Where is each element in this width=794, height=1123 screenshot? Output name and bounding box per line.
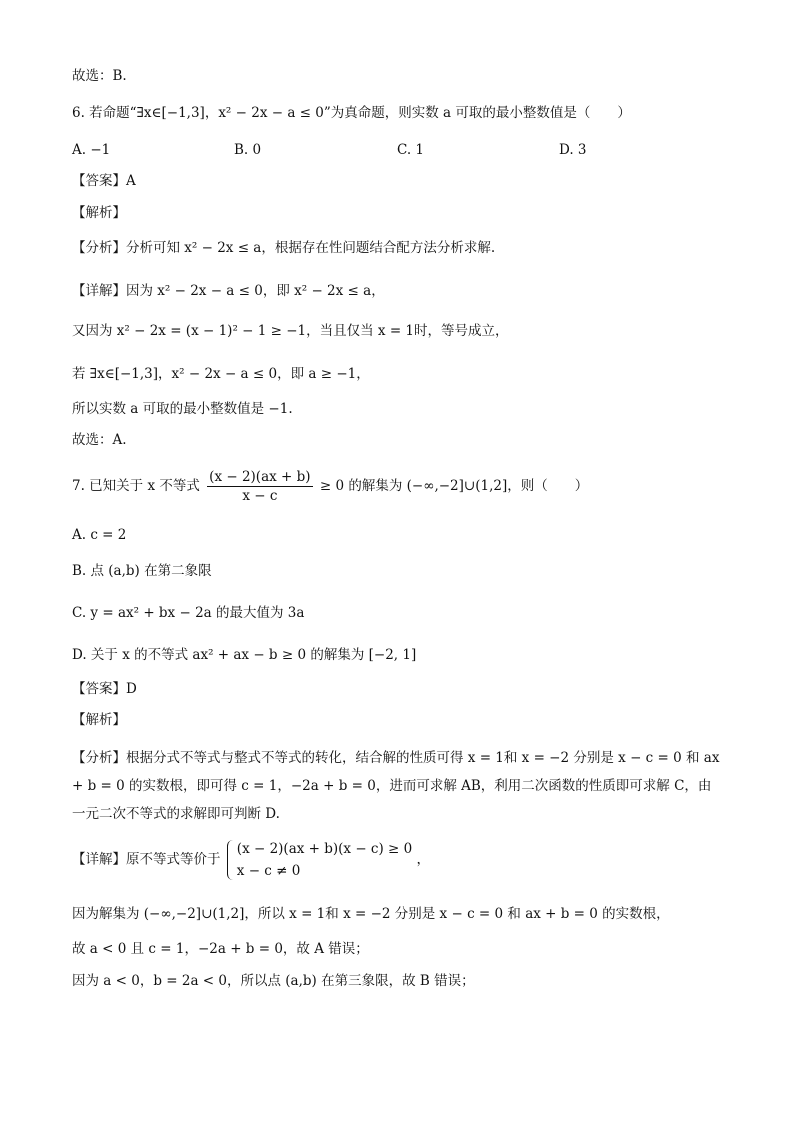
q7-line4: 因为 a < 0，b = 2a < 0，所以点 (a,b) 在第三象限，故 B 错误； [72,973,475,989]
q6-option-d: D. 3 [559,142,587,158]
q7-xiangjie-post: ， [416,851,431,868]
q7-line3: 故 a < 0 且 c = 1，−2a + b = 0，故 A 错误； [72,941,369,957]
q7-line2: 因为解集为 (−∞,−2]∪(1,2]，所以 x = 1和 x = −2 分别是 x − c = 0 和 ax + b = 0 的实数根， [72,906,670,922]
q7-system-row-1: (x − 2)(ax + b)(x − c) ≥ 0 [236,841,413,857]
q7-stem-pre: 7. 已知关于 x 不等式 [72,478,200,494]
q7-analysis-header: 【解析】 [72,712,126,728]
q7-xiangjie-pre: 【详解】原不等式等价于 [72,851,221,868]
prev-select: 故选：B. [72,68,127,84]
q7-system-row-2: x − c ≠ 0 [236,863,301,879]
q6-line3: 若 ∃x∈[−1,3]，x² − 2x − a ≤ 0，即 a ≥ −1， [72,366,370,382]
q7-fraction-denominator: x − c [242,488,278,504]
q7-stem-post: ≥ 0 的解集为 (−∞,−2]∪(1,2]，则（ ） [319,478,589,494]
q7-fraction-numerator: (x − 2)(ax + b) [209,469,311,485]
q6-fenxi: 【分析】分析可知 x² − 2x ≤ a，根据存在性问题结合配方法分析求解. [72,240,496,256]
q7-option-d: D. 关于 x 的不等式 ax² + ax − b ≥ 0 的解集为 [−2, 1] [72,647,417,663]
q6-option-a: A. −1 [72,142,111,158]
q7-answer: 【答案】D [72,681,137,697]
q6-select: 故选：A. [72,432,127,448]
q6-line4: 所以实数 a 可取的最小整数值是 −1. [72,401,293,417]
q7-equation-system [227,838,412,882]
q7-option-b: B. 点 (a,b) 在第二象限 [72,563,212,579]
q6-stem: 6. 若命题“∃x∈[−1,3]，x² − 2x − a ≤ 0”为真命题，则实数 a 可取的最小整数值是（ ） [72,105,631,121]
q6-option-b: B. 0 [234,142,262,158]
q7-xiangjie [72,838,430,882]
q6-answer: 【答案】A [72,173,136,189]
q7-stem [72,468,588,505]
q6-xiangjie: 【详解】因为 x² − 2x − a ≤ 0，即 x² − 2x ≤ a， [72,283,385,299]
q7-option-c: C. y = ax² + bx − 2a 的最大值为 3a [72,605,305,621]
q6-analysis-header: 【解析】 [72,205,126,221]
q6-line2: 又因为 x² − 2x = (x − 1)² − 1 ≥ −1，当且仅当 x = 1时，等号成立， [72,323,509,339]
q7-option-a: A. c = 2 [72,527,127,543]
q7-fraction [207,468,312,505]
q7-fenxi: 【分析】根据分式不等式与整式不等式的转化，结合解的性质可得 x = 1和 x = −2 分别是 x − c = 0 和 ax + b = 0 的实数根，即可得 c = 1，−2a + b = 0，进而可求解 AB，利用二次函数的性质即可求解 C，由一元二次不等式的求解即可判断 D. [72,750,720,822]
q6-option-c: C. 1 [397,142,425,158]
